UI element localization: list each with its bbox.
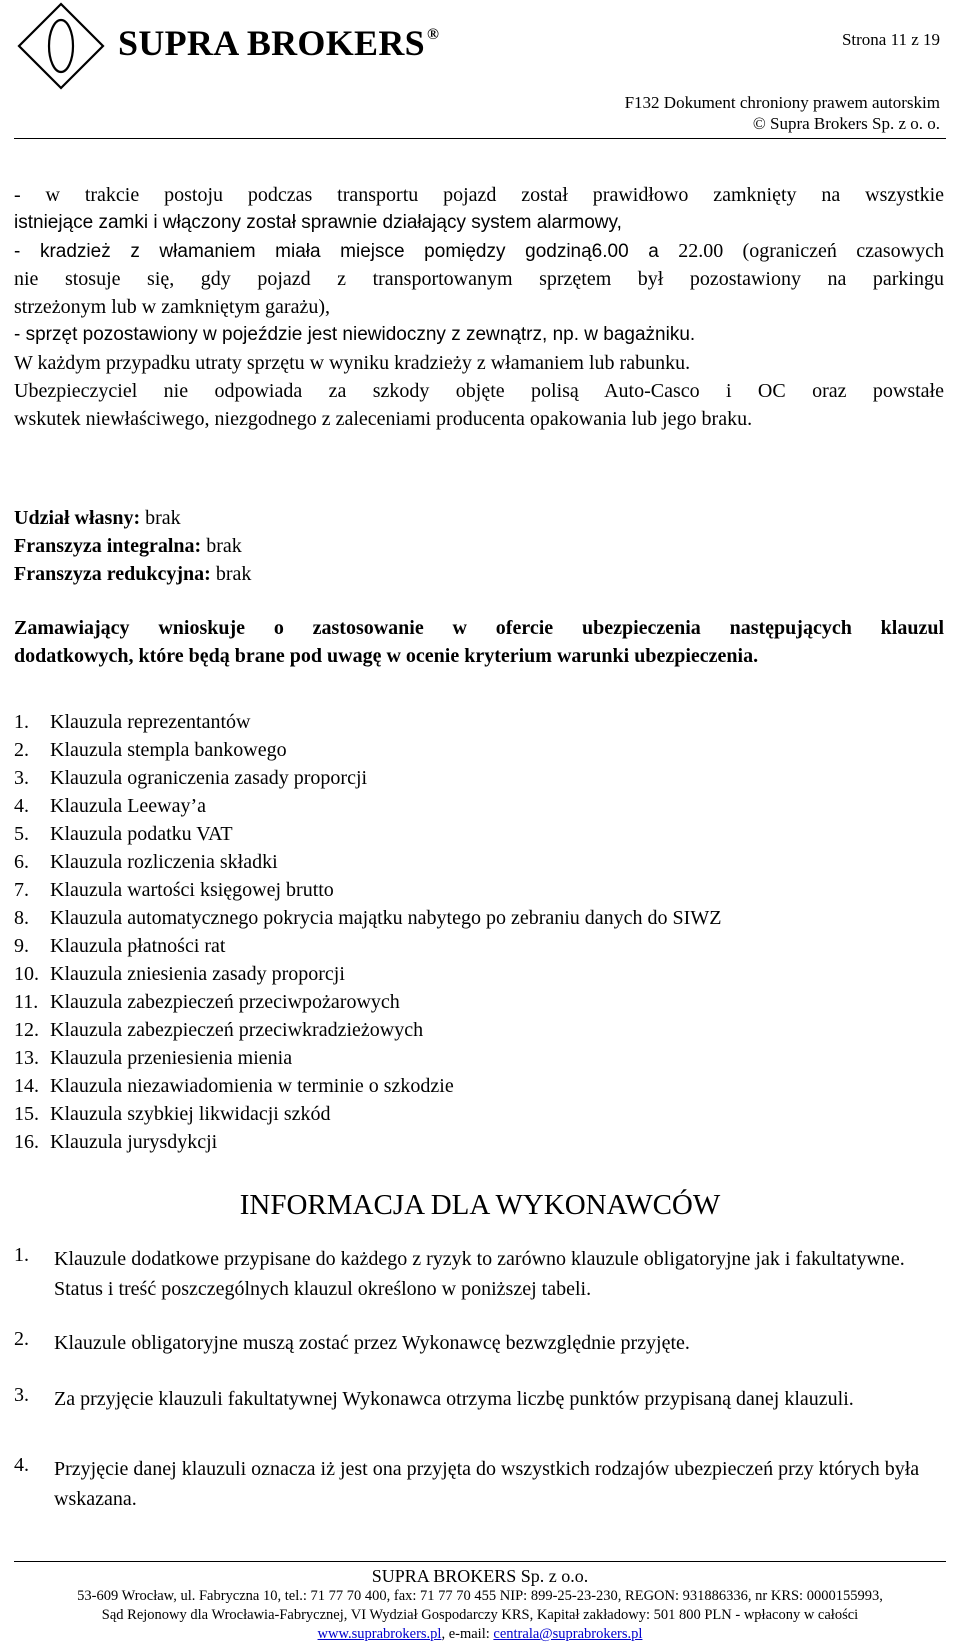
clause-list xyxy=(14,708,914,1156)
body-line: nie stosuje się, gdy pojazd z transportowanym sprzętem był pozostawiony na parkingu xyxy=(14,268,944,290)
email-label: , e-mail: xyxy=(441,1626,494,1642)
clause-item xyxy=(14,932,914,960)
clause-text: Klauzula zabezpieczeń przeciwpożarowych xyxy=(50,991,400,1013)
email-link[interactable]: centrala@suprabrokers.pl xyxy=(493,1626,643,1642)
footer-address: 53-609 Wrocław, ul. Fabryczna 10, tel.: 71 77 70 400, fax: 71 77 70 455 NIP: 899-25-23-230, REGON: 931886336, nr KRS: 0000155993, xyxy=(77,1588,883,1604)
clause-item xyxy=(14,820,914,848)
clause-text: Klauzula wartości księgowej brutto xyxy=(50,879,334,901)
footer-court-info: Sąd Rejonowy dla Wrocławia-Fabrycznej, VI Wydział Gospodarczy KRS, Kapitał zakładowy: 501 800 PLN - wpłacony w całości xyxy=(101,1607,859,1623)
body-line-sans-part: - kradzież z włamaniem miała miejsce pomiędzy godziną6.00 a xyxy=(14,241,659,262)
clause-item xyxy=(14,792,914,820)
clause-text: Klauzula reprezentantów xyxy=(50,711,251,733)
body-line: strzeżonym lub w zamkniętym garażu), xyxy=(14,296,330,318)
supra-brokers-logo-icon xyxy=(17,2,105,90)
clause-text: Klauzula rozliczenia składki xyxy=(50,851,278,873)
info-item-number: 3. xyxy=(14,1384,29,1406)
integral-franchise-row xyxy=(14,532,944,560)
clause-item xyxy=(14,988,914,1016)
request-line: Zamawiający wnioskuje o zastosowanie w ofercie ubezpieczenia następujących klauzul xyxy=(14,617,944,639)
clause-number: 7. xyxy=(14,879,29,901)
info-item-number: 4. xyxy=(14,1454,29,1476)
clause-number: 13. xyxy=(14,1047,39,1069)
clause-number: 16. xyxy=(14,1131,39,1153)
clause-item xyxy=(14,764,914,792)
clause-number: 5. xyxy=(14,823,29,845)
info-item-number: 1. xyxy=(14,1244,29,1266)
body-line: istniejące zamki i włączony został sprawnie działający system alarmowy, xyxy=(14,212,622,233)
clause-number: 8. xyxy=(14,907,29,929)
clause-number: 11. xyxy=(14,991,39,1013)
request-line: dodatkowych, które będą brane pod uwagę w ocenie kryterium warunki ubezpieczenia. xyxy=(14,645,759,667)
clause-item xyxy=(14,1044,914,1072)
clause-item xyxy=(14,736,914,764)
clause-number: 15. xyxy=(14,1103,39,1125)
own-share-label: Udział własny: xyxy=(14,507,141,529)
copyright-notice: © Supra Brokers Sp. z o. o. xyxy=(752,114,940,133)
footer-divider xyxy=(14,1561,946,1562)
clause-number: 6. xyxy=(14,851,29,873)
clause-text: Klauzula podatku VAT xyxy=(50,823,233,845)
clause-text: Klauzula ograniczenia zasady proporcji xyxy=(50,767,368,789)
clause-text: Klauzula zniesienia zasady proporcji xyxy=(50,963,345,985)
clause-text: Klauzula stempla bankowego xyxy=(50,739,287,761)
clause-item xyxy=(14,904,914,932)
clause-item xyxy=(14,960,914,988)
info-item xyxy=(14,1244,944,1304)
deductible-franchise-value: brak xyxy=(210,563,252,585)
clause-text: Klauzula automatycznego pokrycia majątku nabytego po zebraniu danych do SIWZ xyxy=(50,907,722,929)
registered-mark: ® xyxy=(426,26,440,43)
clause-number: 2. xyxy=(14,739,29,761)
request-paragraph xyxy=(14,614,944,670)
clause-number: 12. xyxy=(14,1019,39,1041)
info-item-number: 2. xyxy=(14,1328,29,1350)
document-code: F132 Dokument chroniony prawem autorskim xyxy=(624,93,940,112)
info-heading: INFORMACJA DLA WYKONAWCÓW xyxy=(239,1189,721,1221)
clause-number: 14. xyxy=(14,1075,39,1097)
header-divider xyxy=(14,138,946,139)
brand-name: SUPRA BROKERS ® xyxy=(118,23,440,63)
info-item xyxy=(14,1454,944,1514)
page-number: Strona 11 z 19 xyxy=(841,30,940,49)
clause-text: Klauzula Leeway’a xyxy=(50,795,207,817)
body-line: W każdym przypadku utraty sprzętu w wyniku kradzieży z włamaniem lub rabunku. xyxy=(14,352,691,374)
clause-item xyxy=(14,848,914,876)
integral-franchise-value: brak xyxy=(201,535,242,557)
clause-item xyxy=(14,1100,914,1128)
info-item-text: Przyjęcie danej klauzuli oznacza iż jest ona przyjęta do wszystkich rodzajów ubezpieczeń przy których była wskazana. xyxy=(54,1458,920,1510)
deductible-franchise-row xyxy=(14,560,944,588)
info-item-text: Za przyjęcie klauzuli fakultatywnej Wykonawca otrzyma liczbę punktów przypisaną danej klauzuli. xyxy=(54,1388,854,1410)
clause-number: 4. xyxy=(14,795,29,817)
clause-item xyxy=(14,708,914,736)
clause-item xyxy=(14,1128,914,1156)
clause-item xyxy=(14,876,914,904)
clause-text: Klauzula płatności rat xyxy=(50,935,226,957)
integral-franchise-label: Franszyza integralna: xyxy=(14,535,202,557)
own-share-row xyxy=(14,504,944,532)
footer-contact xyxy=(0,1626,960,1643)
clause-text: Klauzula szybkiej likwidacji szkód xyxy=(50,1103,331,1125)
clause-text: Klauzula przeniesienia mienia xyxy=(50,1047,293,1069)
body-line: wskutek niewłaściwego, niezgodnego z zaleceniami producenta opakowania lub jego braku. xyxy=(14,408,753,430)
body-line: Ubezpieczyciel nie odpowiada za szkody objęte polisą Auto-Casco i OC oraz powstałe xyxy=(14,380,944,402)
clause-text: Klauzula zabezpieczeń przeciwkradzieżowych xyxy=(50,1019,424,1041)
body-line: - w trakcie postoju podczas transportu pojazd został prawidłowo zamknięty na wszystkie xyxy=(14,184,944,206)
info-item-text: Klauzule obligatoryjne muszą zostać przez Wykonawcę bezwzględnie przyjęte. xyxy=(54,1332,690,1354)
clause-number: 1. xyxy=(14,711,29,733)
clause-item xyxy=(14,1016,914,1044)
info-item xyxy=(14,1384,944,1414)
clause-text: Klauzula jurysdykcji xyxy=(50,1131,218,1153)
info-item xyxy=(14,1328,944,1358)
franchise-section xyxy=(14,504,944,588)
clause-item xyxy=(14,1072,914,1100)
deductible-franchise-label: Franszyza redukcyjna: xyxy=(14,563,211,585)
clause-text: Klauzula niezawiadomienia w terminie o szkodzie xyxy=(50,1075,454,1097)
body-line-serif-part: 22.00 (ograniczeń czasowych xyxy=(658,240,945,262)
body-line xyxy=(14,237,944,265)
clause-number: 9. xyxy=(14,935,29,957)
own-share-value: brak xyxy=(140,507,181,529)
website-link[interactable]: www.suprabrokers.pl xyxy=(317,1626,442,1642)
body-line: - sprzęt pozostawiony w pojeździe jest niewidoczny z zewnątrz, np. w bagażniku. xyxy=(14,324,696,345)
conditions-paragraph xyxy=(14,181,944,433)
footer-company: SUPRA BROKERS Sp. z o.o. xyxy=(371,1566,589,1586)
clause-number: 10. xyxy=(14,963,39,985)
info-item-text: Klauzule dodatkowe przypisane do każdego z ryzyk to zarówno klauzule obligatoryjne jak i fakultatywne. Status i treść poszczególnych klauzul określono w poniższej tabeli. xyxy=(54,1248,905,1300)
clause-number: 3. xyxy=(14,767,29,789)
